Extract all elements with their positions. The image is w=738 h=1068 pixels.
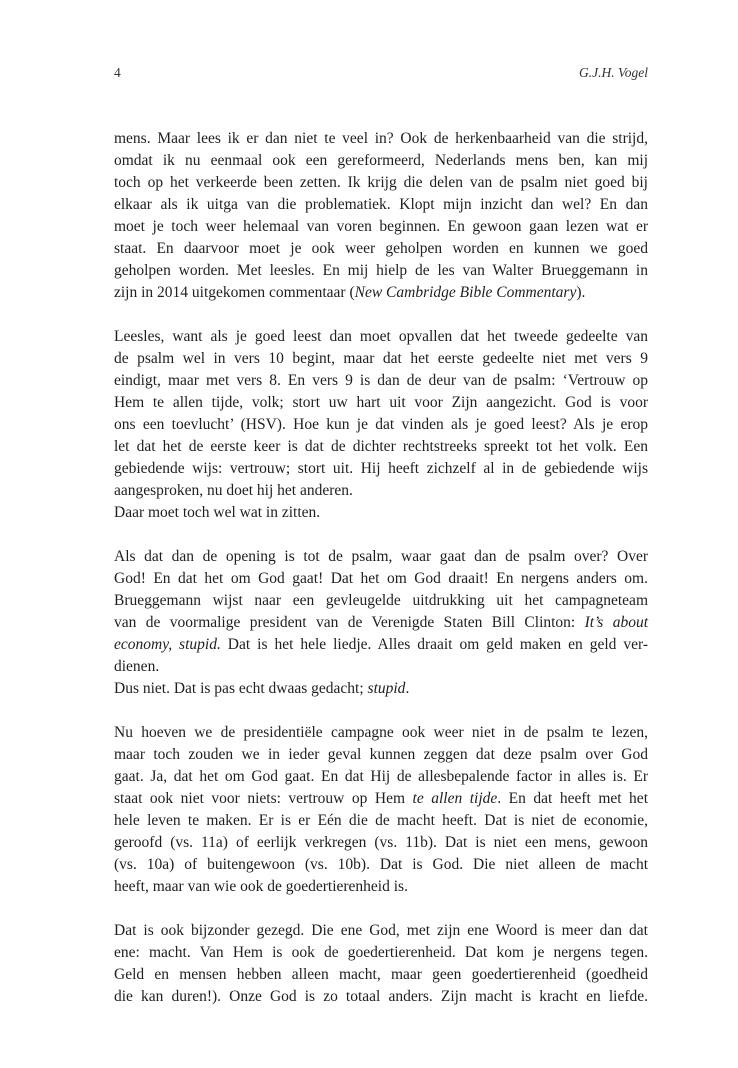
text-run: Dus niet. Dat is pas echt dwaas gedacht; [114,680,368,697]
text-line: gebiedende wijs: vertrouw; stort uit. Hij heeft zichzelf al in de gebiedende wijs [114,460,648,477]
text-line: die kan duren!). Onze God is zo totaal anders. Zijn macht is kracht en liefde. [114,988,648,1005]
text-line [114,788,648,810]
text-line: Daar moet toch wel wat in zitten. [114,504,321,521]
paragraph-3 [114,546,648,700]
text-line: Hem te allen tijde, volk; stort uw hart uit voor Zijn aangezicht. God is voor [114,394,648,411]
text-run: . En dat heeft met het [497,790,648,807]
text-run: . [405,680,410,697]
text-line: Dat is ook bijzonder gezegd. Die ene God, met zijn ene Woord is meer dan dat [114,922,648,939]
text-line: staat. En daarvoor moet je ook weer geholpen worden en kunnen we goed [114,240,648,257]
quote-italic: economy, stupid. [114,636,221,653]
text-run: Dat is het hele liedje. Alles draait om geld maken en geld ver- [220,636,649,653]
text-run: zijn in 2014 uitgekomen commentaar ( [114,284,355,301]
text-line: Nu hoeven we de presidentiële campagne ook weer niet in de psalm te lezen, [114,724,648,741]
text-line: gaat. Ja, dat het om God gaat. En dat Hij de allesbepalende factor in alles is. Er [114,768,648,785]
text-line: maar toch zouden we in ieder geval kunnen zeggen dat deze psalm over God [114,746,648,763]
book-title: New Cambridge Bible Commentary [354,284,577,301]
text-line: mens. Maar lees ik er dan niet te veel in? Ook de herkenbaarheid van die strijd, [114,130,648,147]
page-number: 4 [114,65,121,80]
text-line: let dat het de eerste keer is dat de dichter rechtstreeks spreekt tot het volk. Een [114,438,648,455]
text-line: Leesles, want als je goed leest dan moet opvallen dat het tweede gedeelte van [114,328,648,345]
text-run: van de voormalige president van de Verenigde Staten Bill Clinton: [114,614,585,631]
text-run: staat ook niet voor niets: vertrouw op Hem [114,790,413,807]
text-line: heeft, maar van wie ook de goedertierenheid is. [114,878,408,895]
paragraph-5 [114,920,648,1008]
text-line: de psalm wel in vers 10 begint, maar dat het eerste gedeelte niet met vers 9 [114,350,648,367]
text-line: Brueggemann wijst naar een gevleugelde uitdrukking uit het campagneteam [114,592,648,609]
body-text [114,128,648,1008]
text-line [114,678,648,700]
text-line: dienen. [114,658,160,675]
text-line: geholpen worden. Met leesles. En mij hielp de les van Walter Brueggemann in [114,262,648,279]
paragraph-4 [114,722,648,898]
text-line: toch op het verkeerde been zetten. Ik krijg die delen van de psalm niet goed bij [114,174,648,191]
text-line: ene: macht. Van Hem is ook de goedertierenheid. Dat kom je nergens tegen. [114,944,648,961]
text-line: hele leven te maken. Er is er Eén die de macht heeft. Dat is niet de economie, [114,812,648,829]
text-line: geroofd (vs. 11a) of eerlijk verkregen (vs. 11b). Dat is niet een mens, gewoon [114,834,648,851]
text-line: Als dat dan de opening is tot de psalm, waar gaat dan de psalm over? Over [114,548,648,565]
quote-italic: It’s about [584,614,648,631]
running-head [114,64,648,82]
text-line: ons een toevlucht’ (HSV). Hoe kun je dat vinden als je goed leest? Als je erop [114,416,648,433]
text-line [114,612,648,634]
text-line: eindigt, maar met vers 8. En vers 9 is dan de deur van de psalm: ‘Vertrouw op [114,372,648,389]
text-run: ). [576,284,586,301]
text-line [114,282,648,304]
text-line [114,634,648,656]
emphasis-italic: stupid [367,680,406,697]
running-head-author: G.J.H. Vogel [579,65,648,80]
paragraph-1 [114,128,648,304]
text-line: Geld en mensen hebben alleen macht, maar geen goedertierenheid (goedheid [114,966,648,983]
paragraph-2 [114,326,648,524]
text-line: God! En dat het om God gaat! Dat het om God draait! En nergens anders om. [114,570,648,587]
text-line: (vs. 10a) of buitengewoon (vs. 10b). Dat is God. Die niet alleen de macht [114,856,648,873]
text-line: elkaar als ik uitga van die problematiek. Klopt mijn inzicht dan wel? En dan [114,196,648,213]
text-line: moet je toch weer helemaal van voren beginnen. En gewoon gaan lezen wat er [114,218,648,235]
text-line: omdat ik nu eenmaal ook een gereformeerd, Nederlands mens ben, kan mij [114,152,648,169]
emphasis-italic: te allen tijde [412,790,498,807]
text-line: aangesproken, nu doet hij het anderen. [114,482,353,499]
